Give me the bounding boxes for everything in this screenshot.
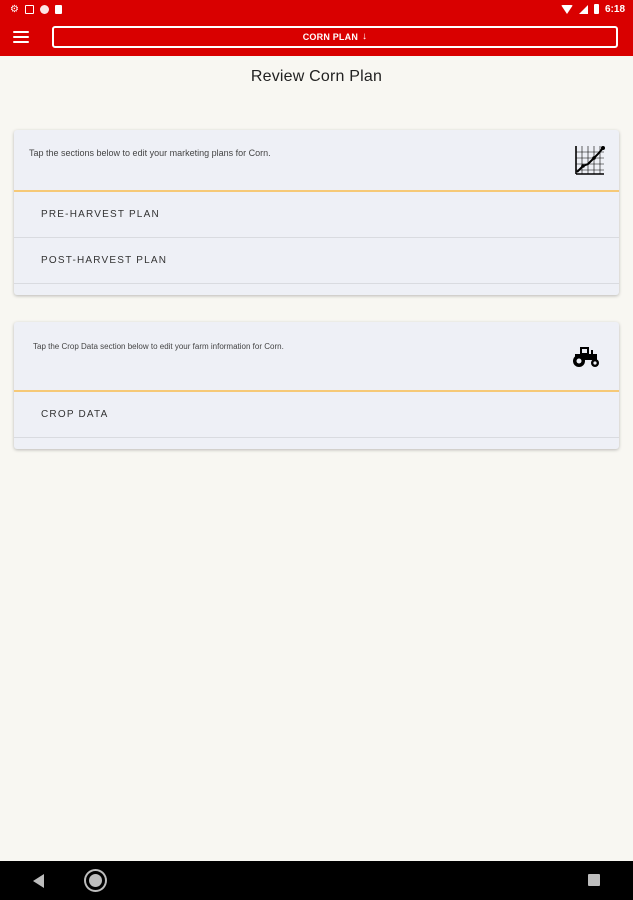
plan-selector[interactable]: [52, 26, 618, 48]
crop-card-header: [14, 322, 619, 392]
status-right-icons: [561, 4, 625, 15]
tractor-icon: [571, 344, 601, 368]
marketing-card-description: Tap the sections below to edit your marketing plans for Corn.: [29, 148, 271, 158]
home-icon[interactable]: [86, 871, 105, 890]
signal-icon: [579, 5, 588, 14]
status-bar: [0, 0, 633, 18]
post-harvest-plan-item[interactable]: POST-HARVEST PLAN: [14, 238, 619, 284]
page-title: Review Corn Plan: [250, 68, 383, 85]
recent-apps-icon[interactable]: [588, 874, 600, 886]
pre-harvest-plan-item[interactable]: PRE-HARVEST PLAN: [14, 192, 619, 238]
chart-icon: [574, 144, 606, 176]
back-icon[interactable]: [33, 874, 44, 888]
circle-app-icon: [40, 5, 49, 14]
hamburger-menu-icon[interactable]: [13, 31, 29, 43]
wifi-icon: [561, 5, 573, 14]
arrow-down-icon: ↓: [362, 31, 368, 42]
plan-selector-label: CORN PLAN: [302, 32, 359, 42]
sd-card-icon: [55, 5, 62, 14]
crop-data-card: [14, 322, 619, 449]
system-nav-bar: [0, 861, 633, 900]
crop-card-description: Tap the Crop Data section below to edit your farm information for Corn.: [33, 342, 284, 351]
gear-icon: ⚙: [10, 3, 19, 15]
notification-box-icon: [25, 5, 34, 14]
app-bar: [0, 18, 633, 56]
status-time: 6:18: [604, 3, 625, 15]
marketing-card-header: [14, 130, 619, 192]
crop-data-item[interactable]: CROP DATA: [14, 392, 619, 438]
battery-icon: [594, 4, 599, 14]
status-left-icons: [10, 5, 62, 14]
marketing-plans-card: [14, 130, 619, 295]
